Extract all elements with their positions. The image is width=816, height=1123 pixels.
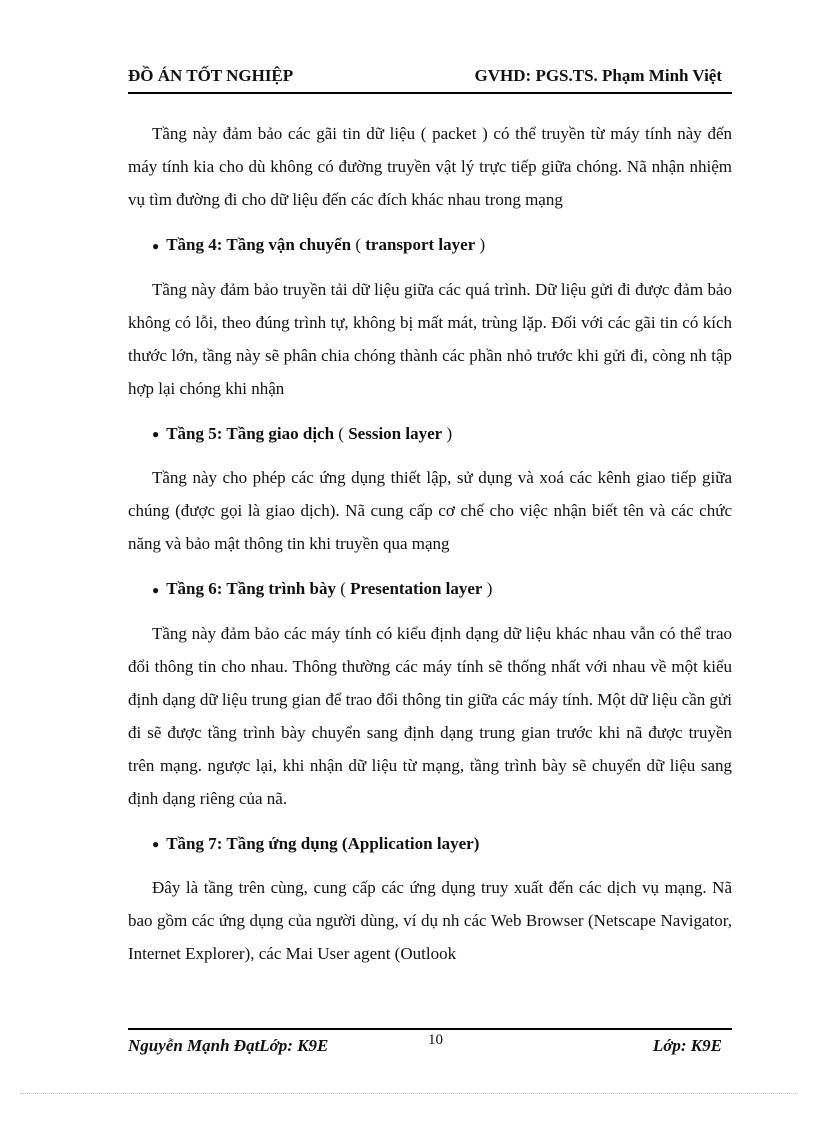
page-header [128,66,732,94]
paragraph-session-layer: Tầng này cho phép các ứng dụng thiết lập, sử dụng và xoá các kênh giao tiếp giữa chúng (được gọi là giao dịch). Nã cung cấp cơ chế cho việc nhận biết tên và các chức năng và bảo mật thông tin khi truyền qua mạng [128,468,732,554]
paragraph-application-layer: Đây là tầng trên cùng, cung cấp các ứng dụng truy xuất đến các dịch vụ mạng. Nã bao gồm các ứng dụng của người dùng, ví dụ nh các Web Browser (Netscape Navigator, Internet Explorer), các Mai User agent (Outlook [128,878,732,964]
heading-layer-5: ● Tầng 5: Tầng giao dịch ( Session layer ) [152,423,453,443]
heading-layer-6-title: Tầng 6: Tầng trình bày [166,579,336,599]
document-body [128,117,732,982]
heading-layer-7: ● Tầng 7: Tầng ứng dụng (Application layer) [152,833,480,853]
heading-layer-7-title: Tầng 7: Tầng ứng dụng [166,833,338,853]
footer-author: Nguyễn Mạnh ĐạtLớp: K9E [128,1036,329,1055]
heading-layer-4-title: Tầng 4: Tầng vận chuyển [166,235,352,254]
page-number: 10 [428,1032,443,1048]
page-footer [128,1028,732,1060]
bullet-icon: ● [152,582,160,597]
heading-layer-4-en: transport layer [365,235,476,254]
heading-layer-7-en: Application layer [347,833,474,853]
header-advisor: GVHD: PGS.TS. Phạm Minh Việt [474,66,722,85]
page-bottom-divider [20,1093,796,1094]
bullet-icon: ● [152,238,160,253]
paragraph-presentation-layer: Tầng này đảm bảo các máy tính có kiểu định dạng dữ liệu khác nhau vẫn có thể trao đổi thông tin cho nhau. Thông thường các máy tính sẽ thống nhất với nhau về một kiểu định dạng dữ liệu trung gian để trao đổi thông tin giữa các máy tính. Một dữ liệu cần gửi đi sẽ được tầng trình bày chuyển sang định dạng trung gian trước khi nã được truyền trên mạng. ngược lại, khi nhận dữ liệu từ mạng, tầng trình bày sẽ chuyển dữ liệu sang định dạng riêng của nã. [128,623,732,808]
bullet-icon: ● [152,837,160,852]
heading-layer-4: ● Tầng 4: Tầng vận chuyển ( transport layer ) [152,235,486,254]
heading-layer-6-en: Presentation layer [350,579,483,599]
paragraph-transport-layer: Tầng này đảm bảo truyền tải dữ liệu giữa các quá trình. Dữ liệu gửi đi được đảm bảo không có lỗi, theo đúng trình tự, không bị mất mát, trùng lặp. Đối với các gãi tin có kích thước lớn, tầng này sẽ phân chia chóng thành các phần nhỏ trước khi gửi đi, còng nh tập hợp lại chóng khi nhận [128,279,732,398]
paragraph-network-layer: Tầng này đảm bảo các gãi tin dữ liệu ( packet ) có thể truyền từ máy tính này đến máy tính kia cho dù không có đường truyền vật lý trực tiếp giữa chóng. Nã nhận nhiệm vụ tìm đường đi cho dữ liệu đến các đích khác nhau trong mạng [128,124,732,209]
heading-layer-6: ● Tầng 6: Tầng trình bày ( Presentation layer ) [152,579,493,599]
heading-layer-5-en: Session layer [348,423,443,443]
header-title: ĐỒ ÁN TỐT NGHIỆP [128,66,294,85]
bullet-icon: ● [152,427,160,442]
heading-layer-5-title: Tầng 5: Tầng giao dịch [166,423,335,443]
footer-class: Lớp: K9E [652,1036,722,1055]
